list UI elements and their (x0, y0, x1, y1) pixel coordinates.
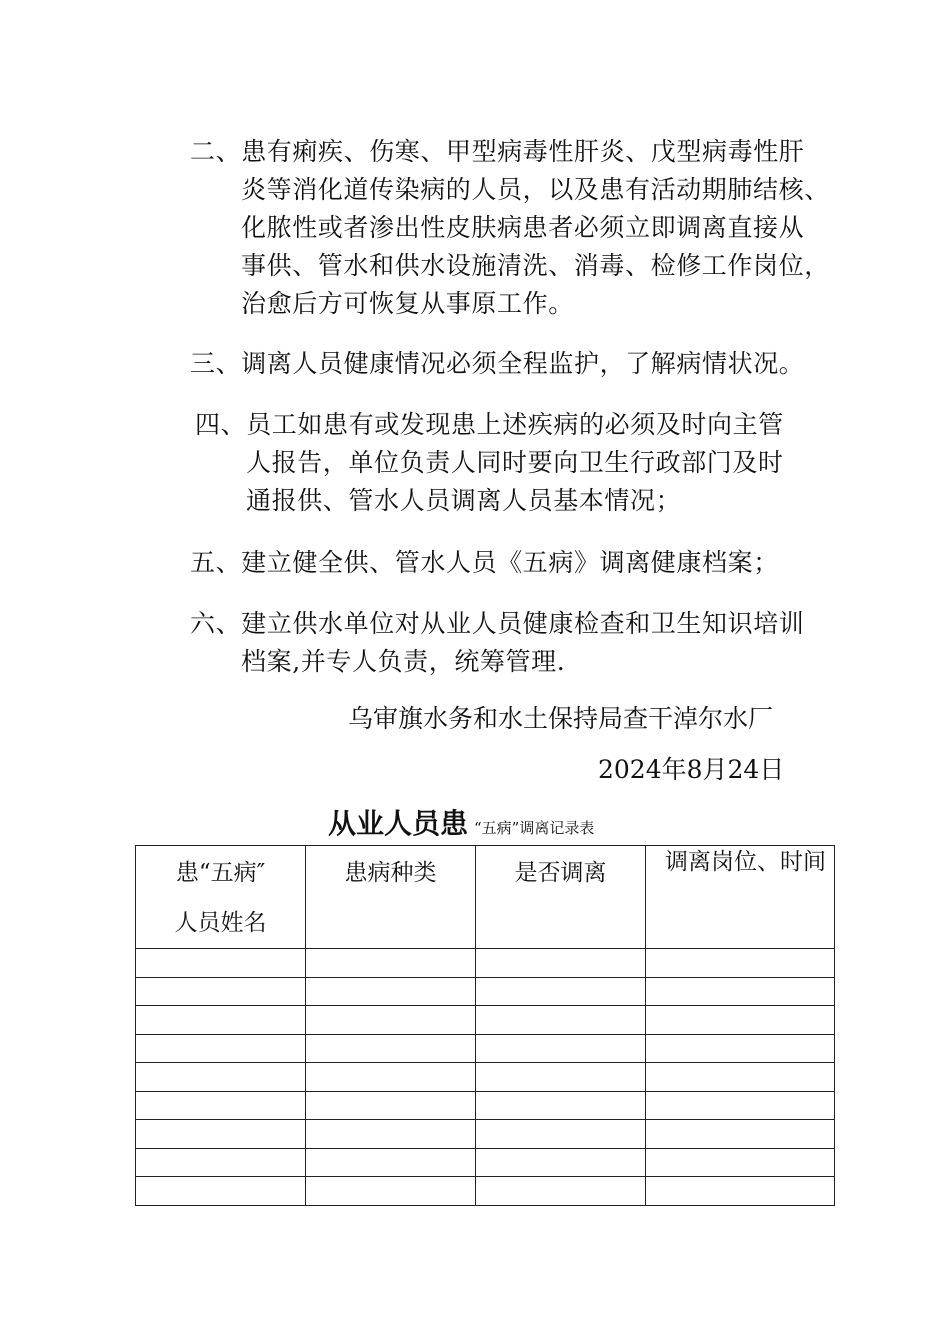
signature-date: 2024年8月24日 (598, 755, 785, 784)
paragraph-2-line-5: 治愈后方可恢复从事原工作。 (241, 289, 574, 318)
table-cell[interactable] (306, 1006, 476, 1035)
paragraph-5-line-1: 五、建立健全供、管水人员《五病》调离健康档案； (190, 548, 779, 577)
table-cell[interactable] (136, 1034, 306, 1063)
table-header-row (136, 846, 835, 949)
table-cell[interactable] (646, 1177, 835, 1206)
table-cell[interactable] (646, 1006, 835, 1035)
paragraph-2-line-1: 二、患有痢疾、伤寒、甲型病毒性肝炎、戊型病毒性肝 (190, 137, 805, 166)
table-cell[interactable] (306, 1148, 476, 1177)
header-name (136, 846, 306, 949)
table-cell[interactable] (136, 949, 306, 978)
signature-organization: 乌审旗水务和水土保持局查干淖尔水厂 (348, 704, 774, 733)
header-disease-type: 患病种类 (306, 846, 476, 949)
header-post-time: 调离岗位、时间 (646, 846, 835, 949)
table-cell[interactable] (646, 949, 835, 978)
table-cell[interactable] (136, 1091, 306, 1120)
table-cell[interactable] (306, 977, 476, 1006)
paragraph-2-line-4: 事供、管水和供水设施清洗、消毒、检修工作岗位， (241, 251, 830, 280)
table-row (136, 1120, 835, 1149)
table-cell[interactable] (646, 1120, 835, 1149)
table-cell[interactable] (646, 1034, 835, 1063)
header-name-line-1: 患“五病″ (175, 860, 266, 886)
table-cell[interactable] (476, 1034, 646, 1063)
table-cell[interactable] (646, 1063, 835, 1092)
paragraph-6-line-1: 六、建立供水单位对从业人员健康检查和卫生知识培训 (190, 609, 805, 638)
table-cell[interactable] (476, 1091, 646, 1120)
table-title-sub: “五病”调离记录表 (474, 819, 595, 837)
table-cell[interactable] (306, 1120, 476, 1149)
table-row (136, 1006, 835, 1035)
table-row (136, 1034, 835, 1063)
table-cell[interactable] (476, 1148, 646, 1177)
header-name-line-2: 人员姓名 (174, 910, 267, 936)
table-cell[interactable] (476, 1177, 646, 1206)
table-row (136, 1148, 835, 1177)
paragraph-4-line-1: 四、员工如患有或发现患上述疾病的必须及时向主管 (195, 410, 784, 439)
table-title-main: 从业人员患 (328, 807, 469, 840)
paragraph-6-line-2: 档案,并专人负责，统筹管理. (241, 647, 566, 676)
paragraph-2-line-2: 炎等消化道传染病的人员，以及患有活动期肺结核、 (241, 175, 830, 204)
table-row (136, 1063, 835, 1092)
table-cell[interactable] (306, 1063, 476, 1092)
table-row (136, 1091, 835, 1120)
table-cell[interactable] (306, 949, 476, 978)
table-cell[interactable] (476, 1006, 646, 1035)
table-cell[interactable] (646, 977, 835, 1006)
table-row (136, 949, 835, 978)
table-cell[interactable] (306, 1177, 476, 1206)
table-cell[interactable] (306, 1034, 476, 1063)
paragraph-3-line-1: 三、调离人员健康情况必须全程监护，了解病情状况。 (190, 349, 805, 378)
table-cell[interactable] (646, 1091, 835, 1120)
table-title (328, 802, 594, 842)
table-cell[interactable] (646, 1148, 835, 1177)
table-body (136, 949, 835, 1206)
paragraph-4-line-3: 通报供、管水人员调离人员基本情况； (246, 486, 682, 515)
table-cell[interactable] (306, 1091, 476, 1120)
table-cell[interactable] (476, 1120, 646, 1149)
table-cell[interactable] (476, 949, 646, 978)
table-cell[interactable] (136, 1063, 306, 1092)
table-cell[interactable] (136, 1120, 306, 1149)
table-cell[interactable] (136, 977, 306, 1006)
paragraph-4-line-2: 人报告，单位负责人同时要向卫生行政部门及时 (246, 448, 784, 477)
header-transferred: 是否调离 (476, 846, 646, 949)
table-cell[interactable] (136, 1006, 306, 1035)
table-cell[interactable] (136, 1177, 306, 1206)
table-cell[interactable] (476, 977, 646, 1006)
table-row (136, 977, 835, 1006)
table-row (136, 1177, 835, 1206)
paragraph-2-line-3: 化脓性或者渗出性皮肤病患者必须立即调离直接从 (241, 213, 805, 242)
table-cell[interactable] (136, 1148, 306, 1177)
record-table (135, 845, 835, 1206)
table-cell[interactable] (476, 1063, 646, 1092)
